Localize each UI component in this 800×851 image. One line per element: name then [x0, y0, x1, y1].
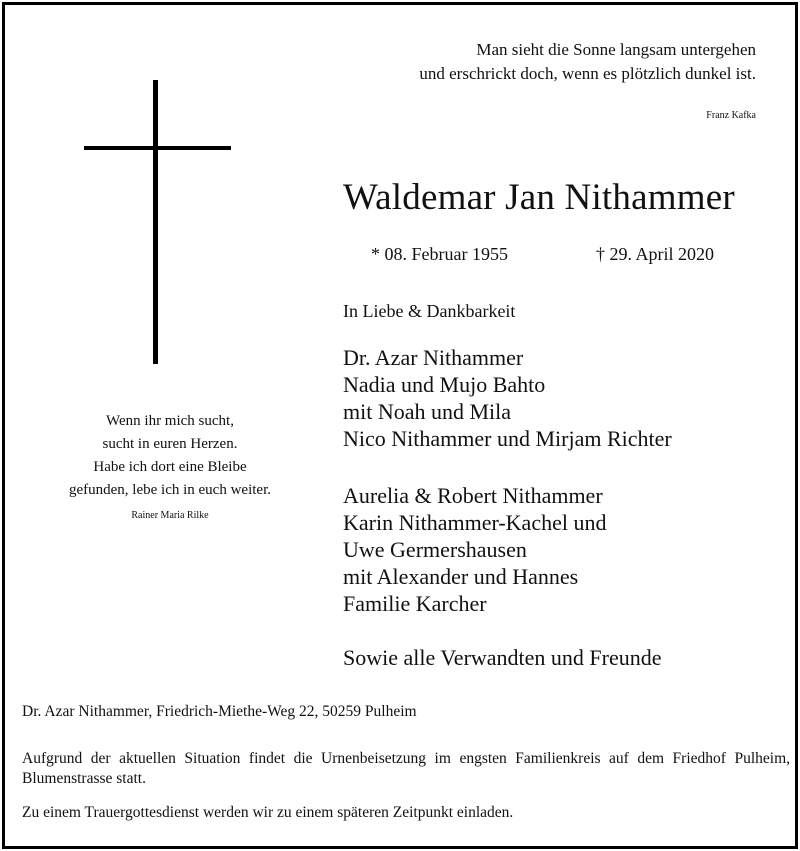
mourner-line: Familie Karcher	[343, 591, 487, 616]
mourner-line: Nico Nithammer und Mirjam Richter	[343, 426, 672, 451]
dedication: In Liebe & Dankbarkeit	[343, 301, 516, 321]
death-date: † 29. April 2020	[596, 244, 715, 264]
deceased-name: Waldemar Jan Nithammer	[343, 177, 735, 218]
poem-line: gefunden, lebe ich in euch weiter.	[68, 482, 271, 498]
mourner-line: mit Alexander und Hannes	[343, 564, 579, 589]
poem-line: sucht in euren Herzen.	[102, 436, 238, 452]
poem-line: Wenn ihr mich sucht,	[106, 413, 234, 429]
mourner-line: Uwe Germershausen	[343, 537, 527, 562]
cross-icon-vertical	[153, 80, 158, 364]
rilke-poem	[52, 410, 288, 502]
mourners-group-2	[343, 482, 606, 617]
quote-line: und erschrickt doch, wenn es plötzlich dunkel ist.	[419, 64, 756, 83]
mourner-line: Karin Nithammer-Kachel und	[343, 510, 607, 535]
burial-notice: Aufgrund der aktuellen Situation findet die Urnenbeisetzung im engsten Familienkreis auf dem Friedhof Pulheim, Blumenstrasse statt.	[22, 750, 790, 787]
poem-author: Rainer Maria Rilke	[131, 510, 209, 521]
quote-author: Franz Kafka	[706, 110, 756, 121]
mourner-line: Dr. Azar Nithammer	[343, 345, 524, 370]
kafka-quote	[336, 38, 756, 86]
service-notice: Zu einem Trauergottesdienst werden wir zu einem späteren Zeitpunkt einladen.	[22, 804, 514, 821]
mourner-line: Nadia und Mujo Bahto	[343, 372, 546, 397]
mourner-line: Aurelia & Robert Nithammer	[343, 483, 603, 508]
other-mourners: Sowie alle Verwandten und Freunde	[343, 645, 662, 670]
mourners-group-1	[343, 344, 672, 452]
cross-icon-horizontal	[84, 146, 231, 150]
birth-date: * 08. Februar 1955	[371, 244, 508, 264]
quote-line: Man sieht die Sonne langsam untergehen	[476, 40, 756, 59]
mourner-line: mit Noah und Mila	[343, 399, 512, 424]
poem-line: Habe ich dort eine Bleibe	[93, 459, 247, 475]
contact-address: Dr. Azar Nithammer, Friedrich-Miethe-Weg 22, 50259 Pulheim	[22, 703, 417, 720]
